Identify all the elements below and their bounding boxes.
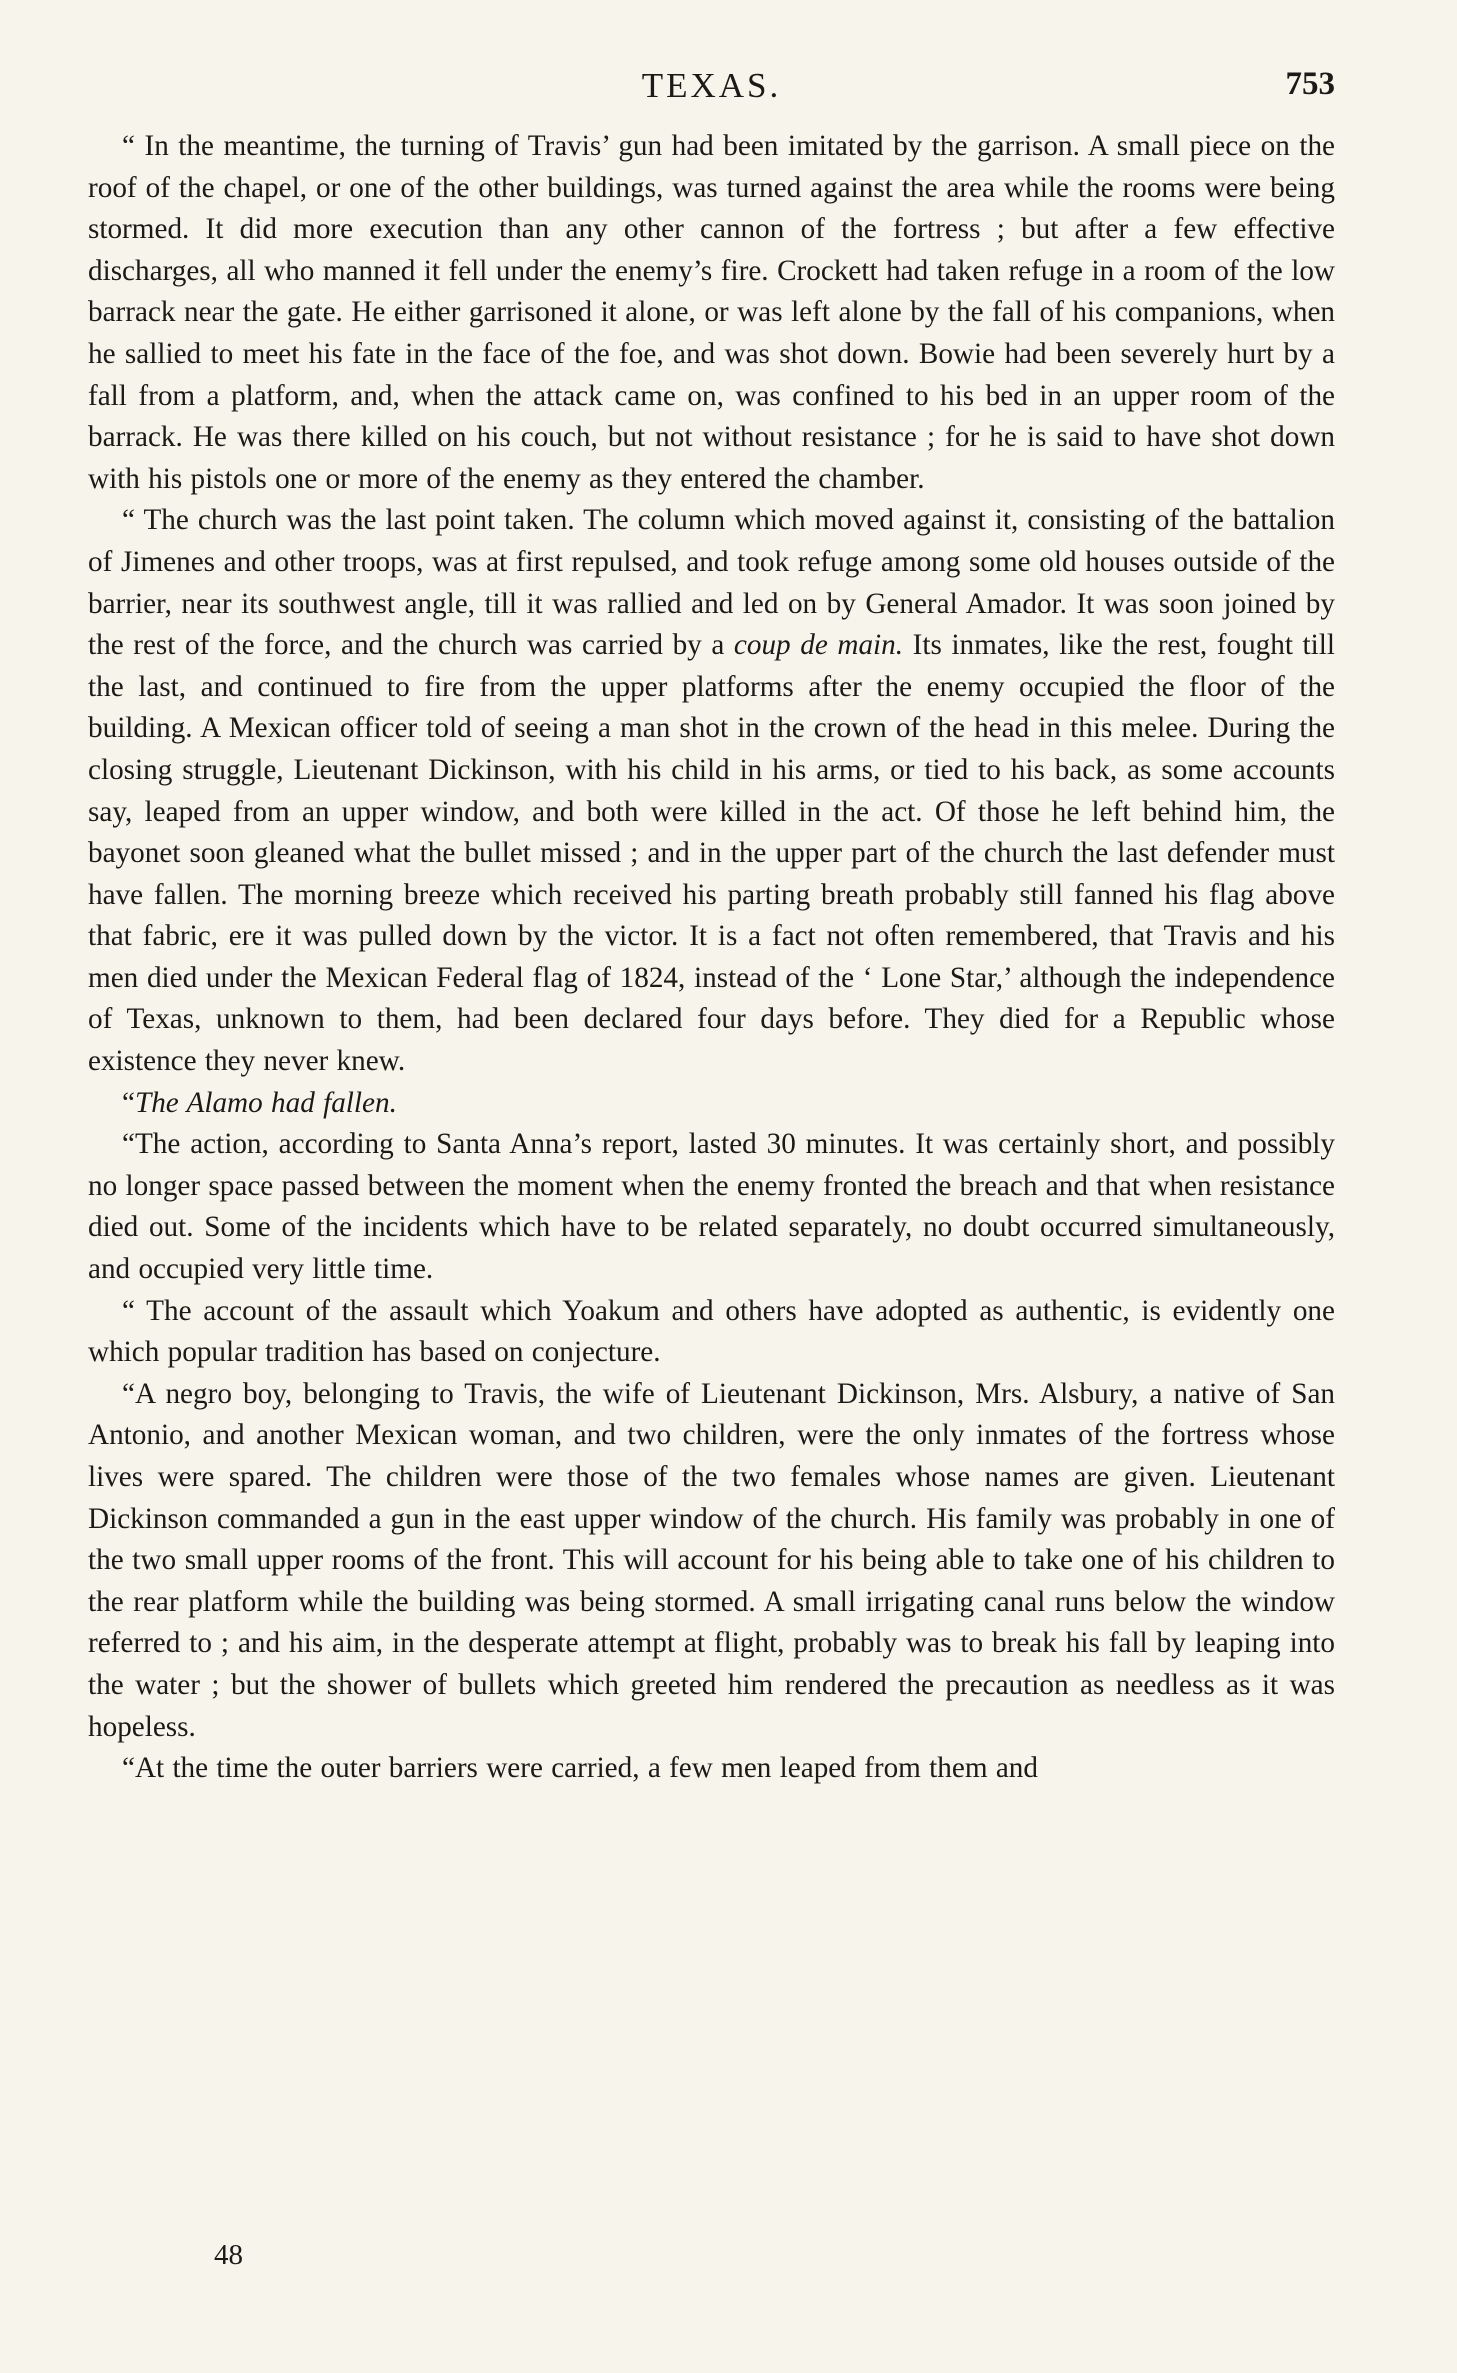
paragraph-action-duration (88, 1124, 1335, 1290)
paragraph-text: “At the time the outer barriers were carried, a few men leaped from them and (122, 1752, 1038, 1785)
paragraph-alamo-fallen (88, 1083, 1335, 1125)
paragraph-assault-account (88, 1291, 1335, 1374)
signature-mark: 48 (214, 2239, 243, 2271)
italic-phrase: coup de main. (733, 629, 904, 662)
paragraph-survivors (88, 1374, 1335, 1748)
paragraph-text: “ The church was the last point taken. The column which moved against it, consisting of the battalion of Jimenes and other troops, was at first repulsed, and took refuge among some old houses outside of the barrier, near its southwest angle, till it was rallied and led on by General Amador. It was soon joined by the rest of the force, and the church was carried by a (88, 504, 1335, 662)
opening-quote: “ (122, 1086, 135, 1119)
paragraph-garrison-gun (88, 126, 1335, 500)
running-title: TEXAS. (641, 66, 782, 105)
paragraph-text: “ In the meantime, the turning of Travis’ gun had been imitated by the garrison. A small piece on the roof of the chapel, or one of the other buildings, was turned against the area while the rooms were being stormed. It did more execution than any other cannon of the fortress ; but after a few effective discharges, all who manned it fell under the enemy’s fire. Crockett had taken refuge in a room of the low barrack near the gate. He either garrisoned it alone, or was left alone by the fall of his companions, when he sallied to meet his fate in the face of the foe, and was shot down. Bowie had been severely hurt by a fall from a platform, and, when the attack came on, was confined to his bed in an upper room of the barrack. He was there killed on his couch, but not without resistance ; for he is said to have shot down with his pistols one or more of the enemy as they entered the chamber. (88, 130, 1335, 495)
running-head (88, 66, 1335, 122)
paragraph-outer-barriers (88, 1748, 1335, 1790)
paragraph-text: “The action, according to Santa Anna’s report, lasted 30 minutes. It was certainly short, and possibly no longer space passed between the moment when the enemy fronted the breach and that when resistance died out. Some of the incidents which have to be related separately, no doubt occurred simultaneously, and occupied very little time. (88, 1128, 1335, 1286)
italic-phrase: The Alamo had fallen. (134, 1086, 397, 1119)
body-text (88, 126, 1335, 1790)
paragraph-text-continued: Its inmates, like the rest, fought till the last, and continued to fire from the upper platforms after the enemy occupied the floor of the building. A Mexican officer told of seeing a man shot in the crown of the head in this melee. During the closing struggle, Lieutenant Dickinson, with his child in his arms, or tied to his back, as some accounts say, leaped from an upper window, and both were killed in the act. Of those he left behind him, the bayonet soon gleaned what the bullet missed ; and in the upper part of the church the last defender must have fallen. The morning breeze which received his parting breath probably still fanned his flag above that fabric, ere it was pulled down by the victor. It is a fact not often remembered, that Travis and his men died under the Mexican Federal flag of 1824, instead of the ‘ Lone Star,’ although the independence of Texas, unknown to them, had been declared four days before. They died for a Republic whose existence they never knew. (88, 629, 1335, 1078)
page-number: 753 (1285, 66, 1335, 102)
paragraph-text: “ The account of the assault which Yoakum and others have adopted as authentic, is evidently one which popular tradition has based on conjecture. (88, 1294, 1335, 1369)
paragraph-church-taken (88, 500, 1335, 1082)
paragraph-text: “A negro boy, belonging to Travis, the wife of Lieutenant Dickinson, Mrs. Alsbury, a native of San Antonio, and another Mexican woman, and two children, were the only inmates of the fortress whose lives were spared. The children were those of the two females whose names are given. Lieutenant Dickinson commanded a gun in the east upper window of the church. His family was probably in one of the two small upper rooms of the front. This will account for his being able to take one of his children to the rear platform while the building was being stormed. A small irrigating canal runs below the window referred to ; and his aim, in the desperate attempt at flight, probably was to break his fall by leaping into the water ; but the shower of bullets which greeted him rendered the precaution as needless as it was hopeless. (88, 1377, 1335, 1743)
